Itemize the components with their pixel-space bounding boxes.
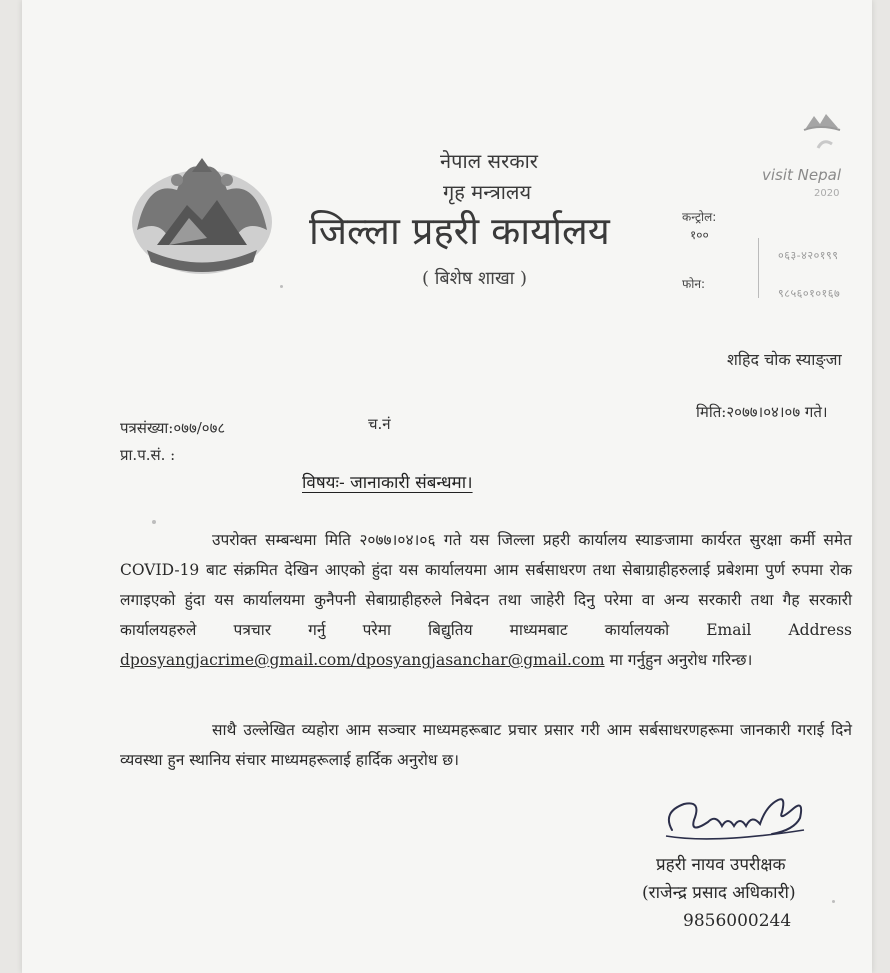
branch-name: ( बिशेष शाखा ) [422, 268, 528, 289]
letter-page [22, 0, 872, 973]
government-name: नेपाल सरकार [440, 149, 538, 173]
phone-number-1: ०६३-४२०१९९ [778, 249, 839, 262]
paragraph-1-ending: मा गर्नुहुन अनुरोध गरिन्छ। [604, 651, 753, 669]
pra-pa-sa-label: प्रा.प.सं. : [120, 446, 176, 464]
signatory-name: (राजेन्द्र प्रसाद अधिकारी) [642, 883, 796, 903]
office-address: शहिद चोक स्याङ्जा [727, 350, 842, 369]
visit-nepal-logo-year: 2020 [814, 188, 840, 199]
body-paragraph-2: साथै उल्लेखित व्यहोरा आम सञ्चार माध्यमहरूबाट प्रचार प्रसार गरी आम सर्बसाधरणहरूमा जानकारी गराई दिने व्यवस्था हुन स्थानिय संचार माध्यमहरूलाई हार्दिक अनुरोध छ। [120, 721, 852, 769]
signatory-phone: 9856000244 [683, 911, 792, 931]
scan-speck [832, 900, 835, 903]
office-title: जिल्ला प्रहरी कार्यालय [309, 209, 610, 253]
letter-subject: विषयः- जानाकारी संबन्धमा। [302, 473, 473, 493]
body-paragraph-1 [120, 525, 852, 675]
letter-date: मिति:२०७७।०४।०७ गते। [696, 403, 828, 421]
nepal-emblem-icon [117, 150, 287, 280]
handwritten-signature-icon [654, 790, 824, 850]
signatory-designation: प्रहरी नायव उपरीक्षक [656, 855, 786, 875]
scan-speck [152, 520, 156, 524]
paragraph-1-text: उपरोक्त सम्बन्धमा मिति २०७७।०४।०६ गते यस जिल्ला प्रहरी कार्यालय स्याङजामा कार्यरत सुरक्षा कर्मी समेत COVID-19 बाट संक्रमित देखिन आएको हुंदा यस कार्यालयमा आम सर्बसाधरण तथा सेबाग्राहीहरुलाई प्रबेशमा पुर्ण रुपमा रोक लगाइएको हुंदा यस कार्यालयमा कुनैपनी सेबाग्राहीहरुले निबेदन तथा जाहेरी दिनु परेमा वा अन्य सरकारी तथा गैह सरकारी कार्यालयहरुले पत्रचार गर्नु परेमा बिद्युतिय माध्यमबाट कार्यालयको Email Address [120, 531, 852, 639]
control-number: १०० [690, 228, 709, 242]
scan-speck [280, 285, 283, 288]
letter-number: पत्रसंख्या:०७७/०७८ [120, 419, 226, 437]
control-label: कन्ट्रोल: [682, 210, 717, 224]
phone-number-2: ९८५६०१०१६७ [778, 287, 841, 300]
contact-divider [758, 238, 759, 298]
dispatch-number: च.नं [368, 415, 391, 433]
visit-nepal-logo-icon [748, 108, 870, 212]
phone-label: फोन: [682, 277, 706, 291]
visit-nepal-logo-text: visit Nepal [762, 166, 842, 184]
ministry-name: गृह मन्त्रालय [443, 180, 532, 204]
email-addresses[interactable]: dposyangjacrime@gmail.com/dposyangjasanchar@gmail.com [120, 651, 605, 669]
